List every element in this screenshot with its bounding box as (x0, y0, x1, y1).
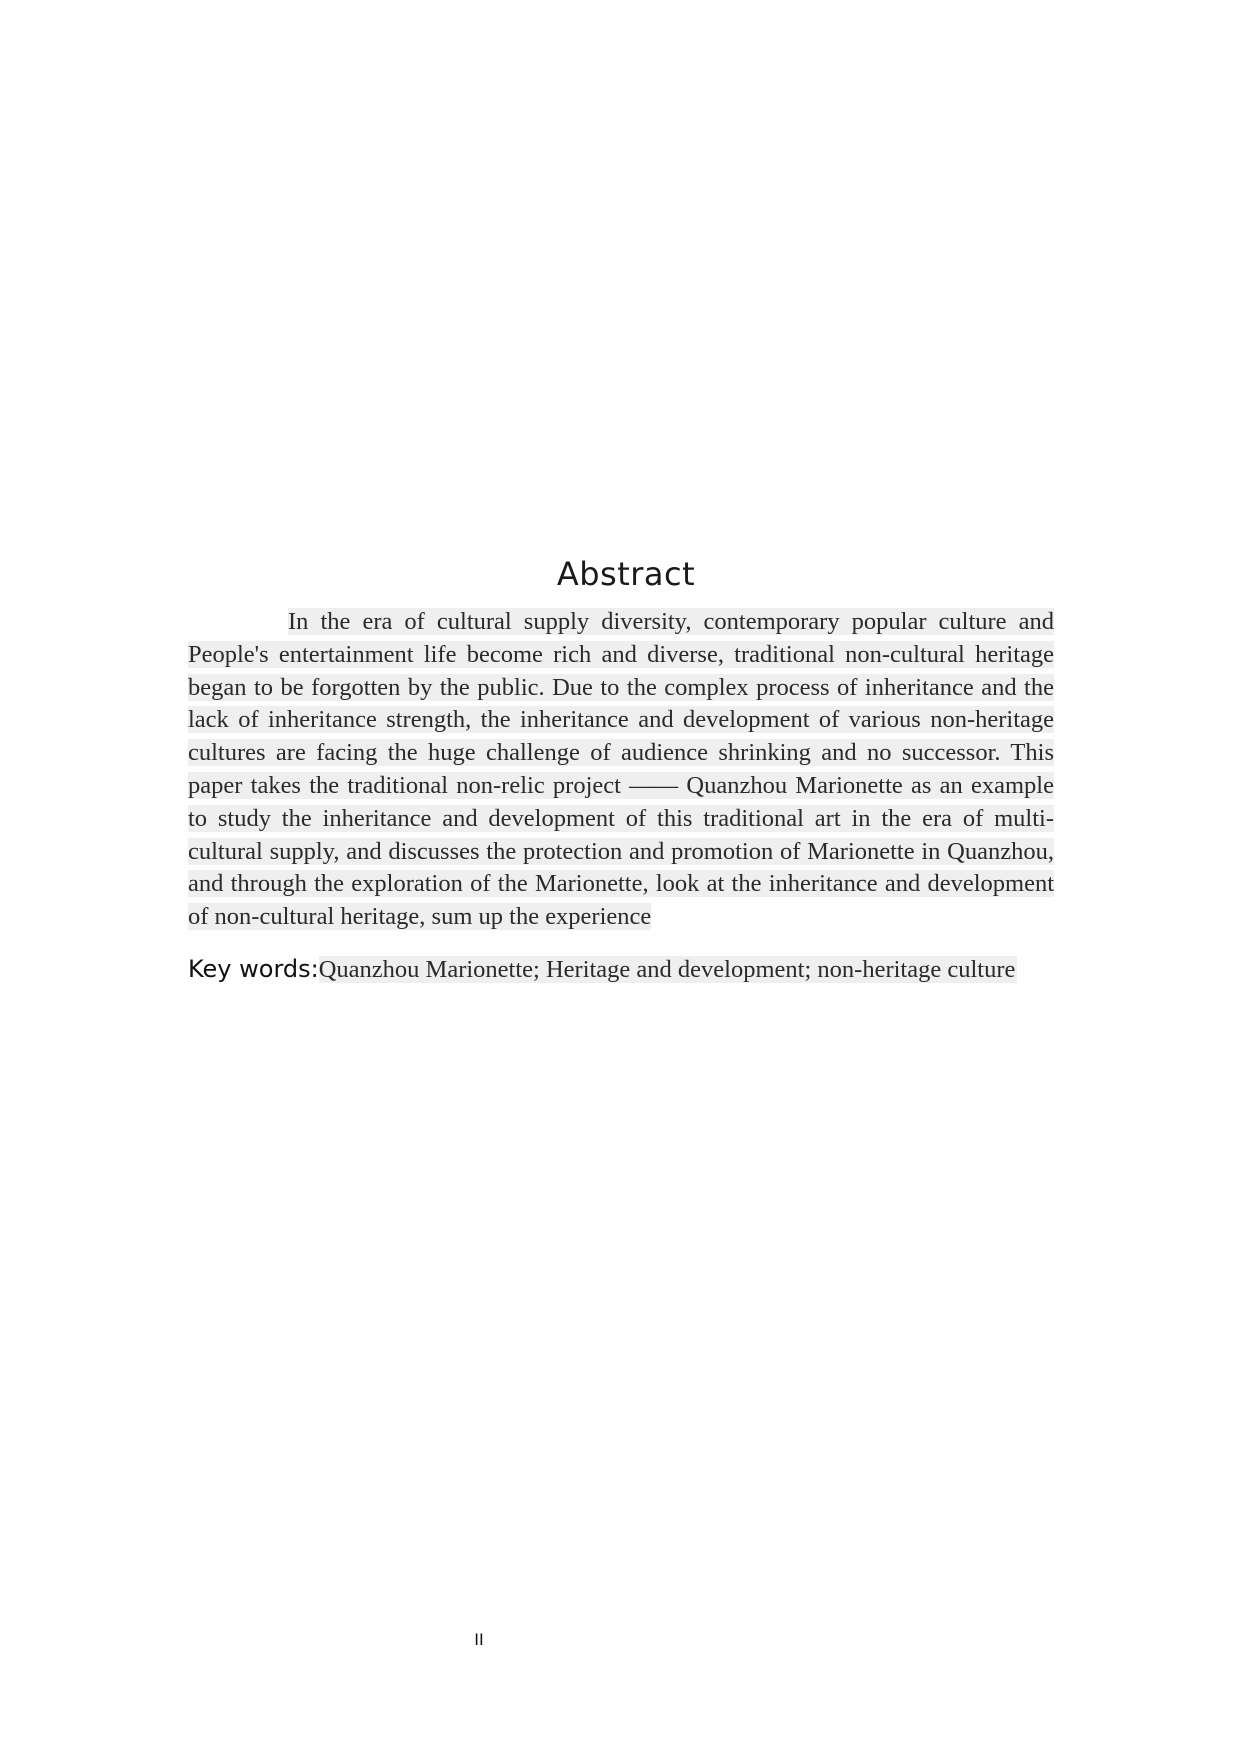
keywords-label: Key words: (188, 954, 319, 983)
keywords-line (188, 952, 1054, 990)
page-number: II (474, 1630, 484, 1649)
keywords-text: Quanzhou Marionette; Heritage and development; non-heritage culture (318, 955, 1016, 983)
abstract-body-text: In the era of cultural supply diversity, contemporary popular culture and People's entertainment life become rich and diverse, traditional non-cultural heritage began to be forgotten by the public. Due to the complex process of inheritance and the lack of inheritance strength, the inheritance and development of various non-heritage cultures are facing the huge challenge of audience shrinking and no successor. This paper takes the traditional non-relic project —— Quanzhou Marionette as an example to study the inheritance and development of this traditional art in the era of multi-cultural supply, and discusses the protection and promotion of Marionette in Quanzhou, and through the exploration of the Marionette, look at the inheritance and development of non-cultural heritage, sum up the experience (188, 608, 1054, 931)
abstract-body (188, 606, 1054, 934)
abstract-section (188, 552, 1054, 990)
abstract-title: Abstract (556, 555, 696, 593)
